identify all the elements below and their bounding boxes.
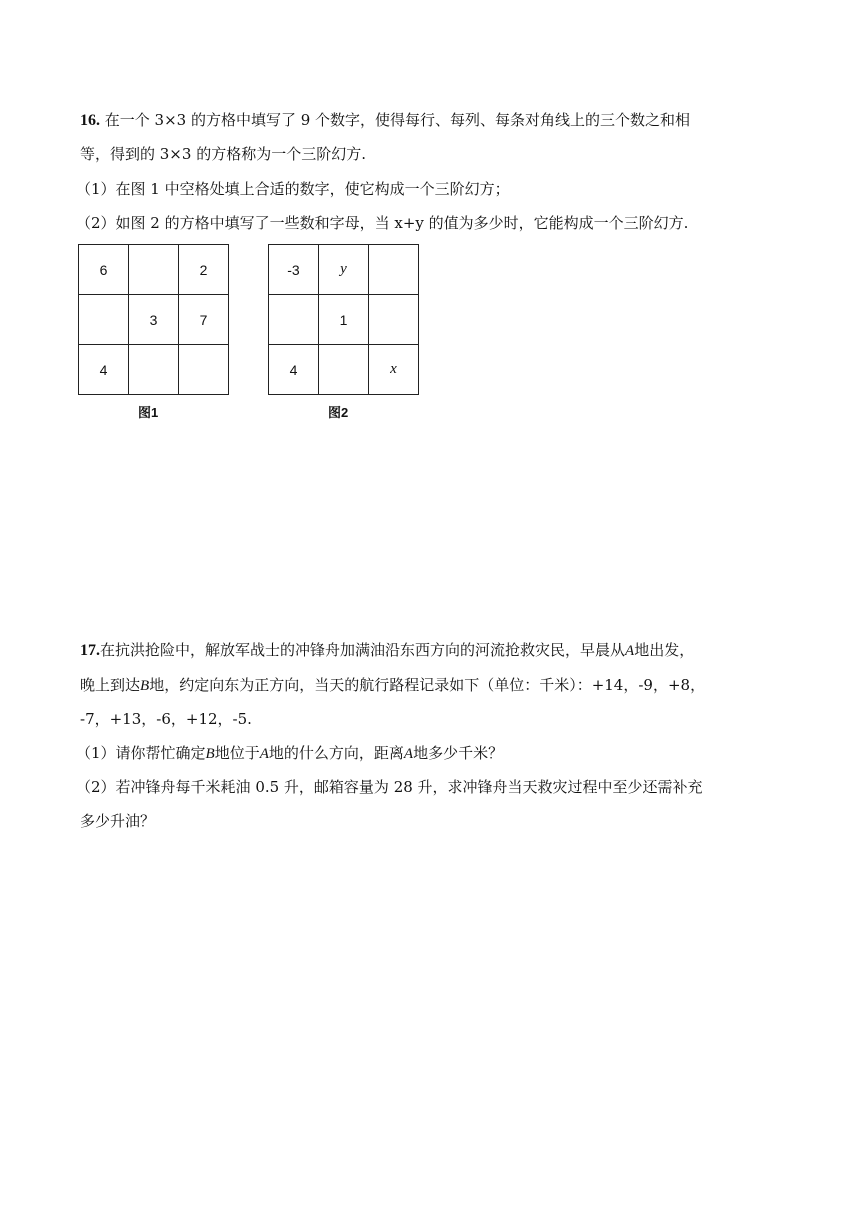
q16-text-line1: 在一个 3×3 的方格中填写了 9 个数字，使得每行、每列、每条对角线上的三个数之和相 (104, 111, 691, 129)
q17-text: 地位于 (214, 744, 260, 762)
fig1-cell (79, 295, 129, 345)
q17-number: 17. (80, 642, 100, 659)
q16-number: 16. (80, 112, 100, 129)
fig1-cell: 2 (179, 245, 229, 295)
fig2-cell: -3 (269, 245, 319, 295)
var-a: A (625, 643, 635, 659)
q17-part2-line2: 多少升油？ (80, 812, 156, 830)
fig2-cell (319, 345, 369, 395)
q17-line3: -7，+13，-6，+12，-5. (80, 710, 252, 728)
q17-text: 晚上到达 (80, 676, 141, 694)
fig1-cell (129, 345, 179, 395)
q17-text: 地出发， (634, 641, 695, 659)
fig1-cell: 7 (179, 295, 229, 345)
q17-text: 地，约定向东为正方向，当天的航行路程记录如下（单位：千米）：+14，-9，+8， (149, 676, 706, 694)
figure-2-grid (268, 244, 419, 395)
q17-text: 在抗洪抢险中，解放军战士的冲锋舟加满油沿东西方向的河流抢救灾民，早晨从 (100, 641, 626, 659)
fig1-cell: 3 (129, 295, 179, 345)
figure-2-caption: 图2 (328, 405, 349, 420)
fig2-cell: 1 (319, 295, 369, 345)
var-b: B (205, 746, 215, 762)
q17-text: 地多少千米？ (413, 744, 504, 762)
q17-line2 (80, 675, 705, 696)
fig1-cell (129, 245, 179, 295)
q16-line1 (80, 110, 690, 131)
figure-1-grid (78, 244, 229, 395)
var-b: B (140, 678, 150, 694)
q17-line1 (80, 640, 694, 661)
fig1-cell: 6 (79, 245, 129, 295)
q17-text: 地的什么方向，距离 (268, 744, 404, 762)
fig2-cell-y: y (319, 245, 369, 295)
q16-part1: （1）在图 1 中空格处填上合适的数字，使它构成一个三阶幻方； (76, 180, 510, 198)
var-a: A (259, 746, 269, 762)
fig2-cell (269, 295, 319, 345)
fig1-cell: 4 (79, 345, 129, 395)
fig2-cell (369, 295, 419, 345)
q16-part2: （2）如图 2 的方格中填写了一些数和字母，当 x+y 的值为多少时，它能构成一个三阶幻方. (76, 214, 689, 232)
q16-line2: 等，得到的 3×3 的方格称为一个三阶幻方. (80, 145, 366, 163)
fig1-cell (179, 345, 229, 395)
var-a: A (403, 746, 414, 762)
fig2-cell: 4 (269, 345, 319, 395)
q17-text: （1）请你帮忙确定 (76, 744, 206, 762)
fig2-cell-x: x (369, 345, 419, 395)
figure-1-caption: 图1 (138, 405, 159, 420)
q17-part1 (76, 743, 503, 764)
q17-part2-line1: （2）若冲锋舟每千米耗油 0.5 升，邮箱容量为 28 升，求冲锋舟当天救灾过程中至少还需补充 (76, 778, 703, 796)
fig2-cell (369, 245, 419, 295)
